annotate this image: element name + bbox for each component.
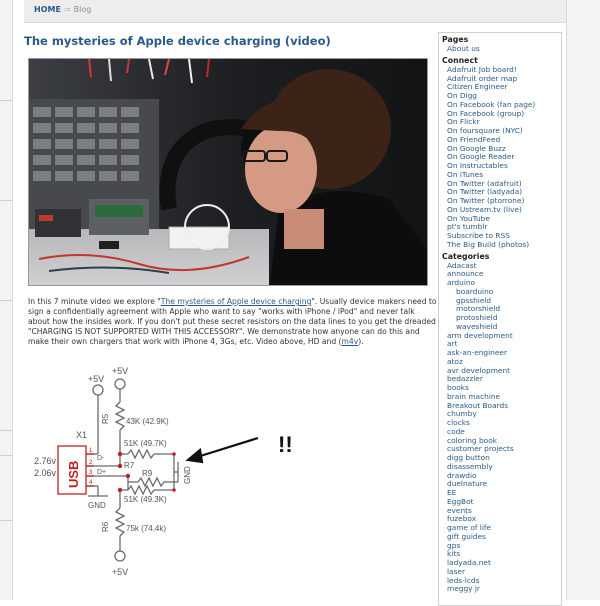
sidebar-category-link[interactable]: coloring book — [447, 435, 497, 445]
sidebar-connect-link[interactable]: Subscribe to RSS — [447, 231, 510, 240]
sidebar-connect-link[interactable]: On Twitter (adafruit) — [447, 178, 522, 188]
sidebar-connect-link[interactable]: Adafruit order map — [447, 73, 518, 83]
sidebar-connect-link[interactable]: On Google Reader — [447, 152, 515, 162]
pages-heading: Pages — [442, 35, 469, 44]
sidebar-category-link[interactable]: duelnature — [447, 479, 488, 489]
intro-text-end: ). — [358, 337, 364, 346]
sidebar-category-link[interactable]: Breakout Boards — [447, 400, 509, 410]
sidebar-connect-link[interactable]: On Instructables — [447, 161, 508, 170]
video-frame — [29, 59, 427, 285]
sidebar-category-link[interactable]: fuzebox — [447, 514, 477, 524]
sidebar-category-link[interactable]: motorshield — [456, 304, 501, 314]
sidebar-connect-link[interactable]: Adafruit Job board! — [447, 64, 517, 74]
label-vplus-bottom: +5V — [111, 567, 129, 577]
label-connector: X1 — [76, 430, 88, 440]
sidebar-category-link[interactable]: Adacast — [447, 260, 477, 270]
label-r6-value: 75k (74.4k) — [126, 524, 167, 533]
sidebar-category-link[interactable]: game of life — [447, 523, 492, 532]
categories-heading: Categories — [442, 251, 490, 261]
sidebar-category-link[interactable]: atoz — [447, 356, 463, 366]
sidebar-category-link[interactable]: events — [447, 505, 472, 515]
sidebar-category-link[interactable]: drawdio — [447, 470, 477, 480]
sidebar-category-link[interactable]: chumby — [447, 409, 477, 419]
label-r5-value: 43K (42.9K) — [126, 417, 169, 426]
sidebar-connect-link[interactable]: On Twitter (ptorrone) — [447, 196, 525, 205]
sidebar-category-link[interactable]: avr development — [447, 365, 511, 375]
label-vplus-left: +5V — [87, 374, 105, 384]
label-r7-value: 51K (49.7K) — [124, 439, 167, 448]
sidebar-category-link[interactable]: arduino — [447, 278, 476, 287]
label-r7-name: R7 — [124, 461, 135, 470]
sidebar-category-link[interactable]: ladyada.net — [447, 558, 491, 567]
sidebar-connect-link[interactable]: On Twitter (ladyada) — [447, 187, 523, 197]
post-intro — [28, 297, 438, 347]
breadcrumb-separator: ⇒ — [63, 5, 71, 14]
sidebar-connect-link[interactable]: The Big Build (photos) — [447, 239, 530, 249]
sidebar-category-link[interactable]: books — [447, 383, 469, 392]
sidebar-category-link[interactable]: EggBot — [447, 496, 474, 506]
charging-schematic — [28, 362, 348, 592]
label-dplus: D+ — [97, 469, 107, 476]
pages-list — [439, 45, 561, 54]
left-page-edge — [0, 0, 13, 600]
sidebar-category-link[interactable]: arm development — [447, 330, 513, 340]
sidebar-category-link[interactable]: disassembly — [447, 461, 493, 471]
categories-list — [439, 262, 561, 595]
label-pin-2: 2 — [89, 460, 93, 466]
label-vplus-top: +5V — [111, 366, 129, 376]
sidebar-category-link[interactable]: waveshield — [456, 321, 498, 331]
label-gnd-left: GND — [88, 501, 106, 510]
schematic-drawing — [28, 362, 348, 592]
sidebar-connect-link[interactable]: On Facebook (fan page) — [447, 99, 536, 109]
sidebar-category-link[interactable]: meggy jr — [447, 584, 480, 594]
sidebar-category-link[interactable]: laser — [447, 566, 466, 576]
sidebar-category-link[interactable]: gpsshield — [456, 295, 492, 305]
label-pin-3: 3 — [89, 470, 93, 476]
sidebar-connect-link[interactable]: On FriendFeed — [447, 134, 501, 144]
sidebar-connect-link[interactable]: On iTunes — [447, 169, 484, 179]
sidebar-connect-link[interactable]: On Digg — [447, 91, 477, 100]
breadcrumb-current: Blog — [73, 5, 92, 14]
sidebar-connect-link[interactable]: On Facebook (group) — [447, 108, 525, 118]
sidebar-connect-link[interactable]: Citizen Engineer — [447, 82, 508, 92]
label-dminus: D- — [97, 455, 105, 462]
annotation-exclaim: !! — [278, 432, 293, 457]
sidebar-category-link[interactable]: bedazzler — [447, 374, 483, 384]
sidebar-category-link[interactable]: EE — [447, 488, 457, 497]
sidebar — [438, 32, 562, 606]
sidebar-connect-link[interactable]: On Ustream.tv (live) — [447, 204, 522, 214]
intro-text-start: In this 7 minute video we explore " — [28, 297, 161, 306]
label-pin-4: 4 — [89, 480, 93, 486]
sidebar-connect-link[interactable]: On foursquare (NYC) — [447, 126, 523, 135]
sidebar-category-link[interactable]: ask-an-engineer — [447, 348, 507, 357]
sidebar-connect-link[interactable]: On YouTube — [447, 213, 490, 223]
label-voltage-1: 2.76v — [34, 456, 57, 466]
connect-heading: Connect — [442, 55, 478, 65]
breadcrumb-bar — [24, 0, 566, 23]
sidebar-category-link[interactable]: brain machine — [447, 391, 501, 401]
sidebar-category-link[interactable]: gift guides — [447, 531, 486, 541]
sidebar-connect-link[interactable]: On Flickr — [447, 117, 480, 127]
label-r8-value: 51K (49.3K) — [124, 495, 167, 504]
sidebar-category-link[interactable]: leds-lcds — [447, 575, 480, 585]
sidebar-category-link[interactable]: clocks — [447, 418, 470, 427]
post-title[interactable]: The mysteries of Apple device charging (video) — [24, 34, 331, 48]
label-pin-1: 1 — [89, 448, 93, 454]
label-r5-name: R5 — [101, 413, 110, 424]
video-player[interactable] — [28, 58, 428, 286]
sidebar-page-link[interactable]: About us — [447, 44, 480, 53]
label-gnd-right: GND — [183, 466, 192, 484]
label-usb: USB — [66, 460, 81, 488]
sidebar-category-link[interactable]: kits — [447, 549, 461, 559]
sidebar-category-link[interactable]: art — [447, 339, 458, 349]
m4v-link[interactable]: m4v — [341, 337, 359, 346]
sidebar-category-link[interactable]: gps — [447, 540, 461, 550]
sidebar-category-link[interactable]: digg button — [447, 453, 490, 462]
connect-list — [439, 66, 561, 250]
sidebar-category-link[interactable]: announce — [447, 269, 484, 279]
sidebar-connect-link[interactable]: On Google Buzz — [447, 143, 506, 153]
breadcrumb — [34, 5, 91, 14]
right-page-edge — [566, 0, 600, 600]
label-voltage-2: 2.06v — [34, 468, 57, 478]
label-r6-name: R6 — [101, 521, 110, 532]
breadcrumb-home-link[interactable]: HOME — [34, 5, 61, 14]
sidebar-category-link[interactable]: boarduino — [456, 286, 494, 296]
intro-text-middle: ". Usually device makers need to sign a confidentially agreement with Apple who want to say "works with iPhone / iPod" and never talk about how the insides work. If you don't put these secret resistors on the data lines to you get the dreaded "CHARGING IS NOT SUPPORTED WITH THIS ACCESSORY". We demonstrate how anyone can do this and make their own chargers that work with iPhone 4, 3Gs, etc. Video above, HD and ( — [28, 297, 437, 346]
sidebar-category-link[interactable]: customer projects — [447, 444, 514, 454]
sidebar-connect-link[interactable]: pt's tumblr — [447, 222, 488, 232]
sidebar-category-link[interactable]: protoshield — [456, 313, 498, 322]
sidebar-category-link[interactable]: code — [447, 426, 465, 436]
label-r9-name: R9 — [142, 469, 153, 478]
intro-video-link[interactable]: The mysteries of Apple device charging — [160, 297, 312, 306]
